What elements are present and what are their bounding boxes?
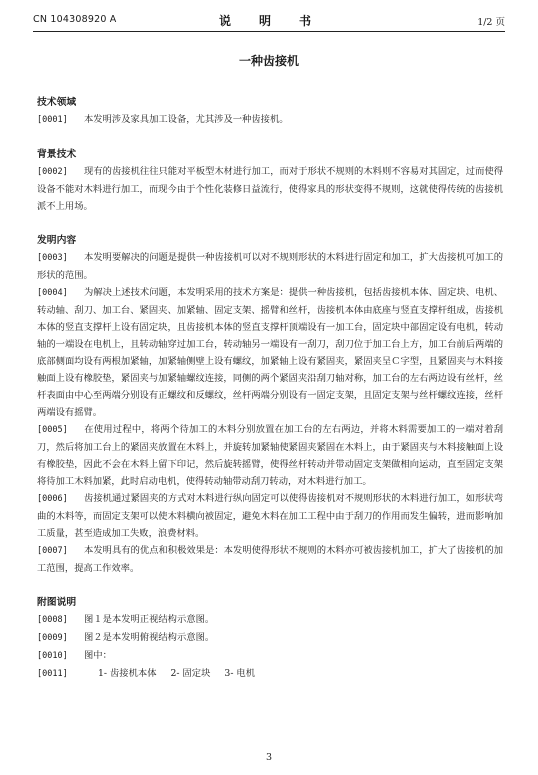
paragraph-0009 — [37, 629, 503, 647]
section-heading-background: 背景技术 — [37, 149, 77, 160]
paragraph-text: 图中： — [84, 650, 112, 661]
paragraph-number: [0009] — [37, 633, 68, 643]
section-heading-field: 技术领域 — [37, 97, 77, 108]
paragraph-0010 — [37, 647, 503, 665]
paragraph-text: 在使用过程中，将两个待加工的木料分别放置在加工台的左右两边，并将木料需要加工的一端对着刮刀，然后将加工台上的紧固夹放置在木料上，并旋转加紧轴使紧固夹紧固在木料上，由于紧固夹与木料接触面上设有橡胶垫，因此不会在木料上留下印记，然后旋转摇臂，使得丝杆转动并带动固定支架做相向运动，直至固定支架将待加工木料加紧，此时启动电机，使得转动轴带动刮刀转动，对木料进行加工。 — [37, 424, 503, 487]
document-title: 一种齿接机 — [238, 54, 299, 68]
paragraph-0005 — [37, 421, 503, 490]
legend-item: 2- 固定块 — [170, 668, 211, 679]
legend-item: 3- 电机 — [224, 668, 256, 679]
paragraph-number: [0010] — [37, 651, 68, 661]
header-divider — [33, 31, 505, 32]
section-heading-invention: 发明内容 — [37, 235, 77, 246]
page-number: 3 — [265, 752, 273, 763]
paragraph-number: [0008] — [37, 615, 68, 625]
paragraph-0004 — [37, 284, 503, 421]
paragraph-0006 — [37, 490, 503, 542]
publication-number: CN 104308920 A — [33, 14, 117, 25]
paragraph-text: 本发明涉及家具加工设备，尤其涉及一种齿接机。 — [84, 114, 289, 125]
page-indicator: 1/2 页 — [477, 17, 505, 28]
paragraph-0003 — [37, 249, 503, 284]
paragraph-0002 — [37, 163, 503, 215]
paragraph-text: 齿接机通过紧固夹的方式对木料进行纵向固定可以使得齿接机对不规则形状的木料进行加工，如形状弯曲的木料等，而固定支架可以使木料横向被固定，避免木料在加工工程中由于刮刀的作用而发生偏转，进而影响加工质量，甚至造成加工失败，浪费材料。 — [37, 493, 503, 539]
document-body — [37, 94, 503, 683]
paragraph-text: 为解决上述技术问题，本发明采用的技术方案是：提供一种齿接机，包括齿接机本体、固定块、电机、转动轴、刮刀、加工台、紧固夹、加紧轴、固定支架、摇臂和丝杆，齿接机本体由底座与竖直支撑杆组成，齿接机本体的竖直支撑杆上设有固定块，且齿接机本体的竖直支撑杆顶端设有一加工台，固定块中部固定设有电机，转动轴的一端设在电机上，且转动轴穿过加工台，转动轴另一端设有一刮刀，刮刀位于加工台上方，加工台前后两端的底部侧面均设有两根加紧轴，加紧轴侧壁上设有螺纹，加紧轴上设有紧固夹，紧固夹呈Ｃ字型，且紧固夹与木料接触面上设有橡胶垫，紧固夹与加紧轴螺纹连接，同侧的两个紧固夹沿刮刀轴对称，加工台的左右两边设有丝杆，丝杆表面由中心至两端分别设有正螺纹和反螺纹，丝杆两端分别设有一固定支架，且固定支架与丝杆螺纹连接，丝杆两端设有摇臂。 — [37, 287, 503, 418]
paragraph-0007 — [37, 542, 503, 577]
paragraph-text: 图２是本发明俯视结构示意图。 — [84, 632, 215, 643]
paragraph-text: 图１是本发明正视结构示意图。 — [84, 614, 215, 625]
paragraph-0008 — [37, 611, 503, 629]
legend-item: 1- 齿接机本体 — [98, 668, 157, 679]
section-heading-figures: 附图说明 — [37, 597, 77, 608]
paragraph-number: [0002] — [37, 167, 68, 177]
paragraph-number: [0001] — [37, 115, 68, 125]
paragraph-text: 本发明具有的优点和积极效果是：本发明使得形状不规则的木料亦可被齿接机加工，扩大了齿接机的加工范围，提高工作效率。 — [37, 545, 503, 574]
paragraph-0001 — [37, 111, 503, 129]
paragraph-0011 — [37, 665, 503, 683]
document-type: 说 明 书 — [218, 14, 319, 28]
paragraph-number: [0003] — [37, 253, 68, 263]
paragraph-number: [0007] — [37, 546, 68, 556]
paragraph-text: 本发明要解决的问题是提供一种齿接机可以对不规则形状的木料进行固定和加工，扩大齿接机可加工的形状的范围。 — [37, 252, 503, 281]
paragraph-number: [0011] — [37, 669, 68, 679]
paragraph-number: [0004] — [37, 288, 68, 298]
page-header — [33, 12, 505, 28]
paragraph-text: 现有的齿接机往往只能对平板型木材进行加工，而对于形状不规则的木料则不容易对其固定，过而使得设备不能对木料进行加工，而现今由于个性化装修日益流行，使得家具的形状变得不规则，这就使得传统的齿接机派不上用场。 — [37, 166, 503, 212]
paragraph-number: [0005] — [37, 425, 68, 435]
paragraph-number: [0006] — [37, 494, 68, 504]
